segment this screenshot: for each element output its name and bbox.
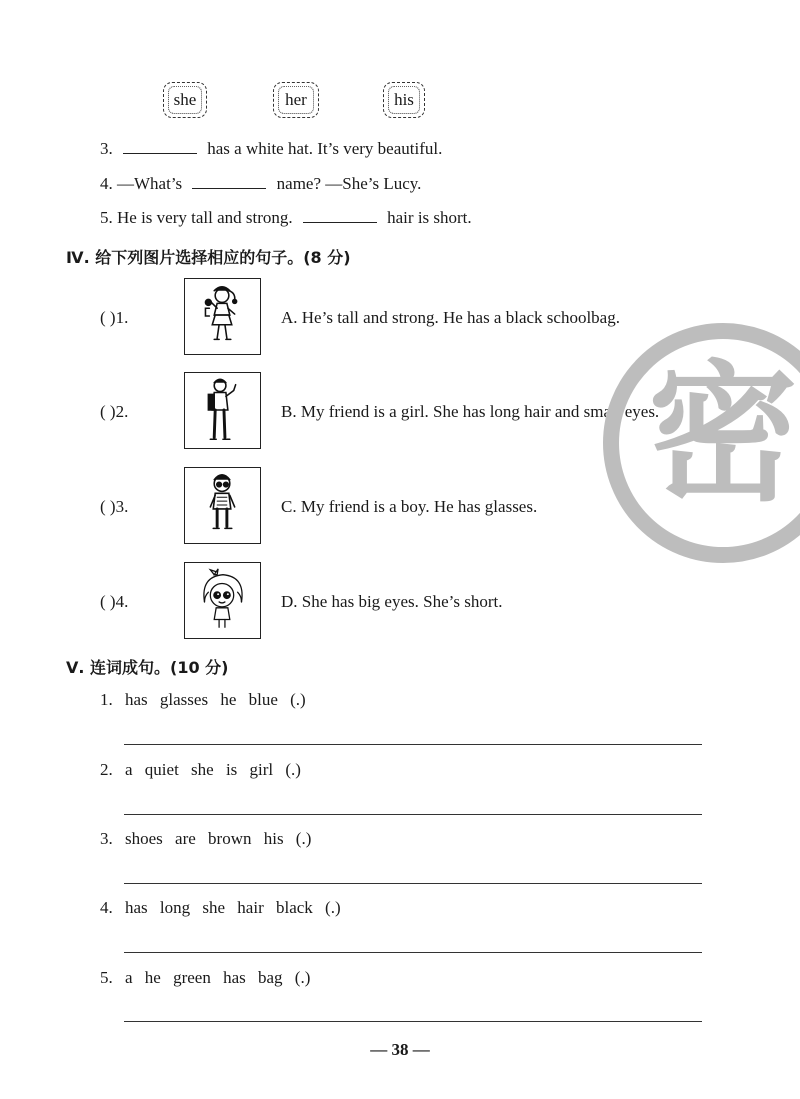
picture-girl-big-eyes [184, 562, 261, 639]
answer-line[interactable] [124, 952, 702, 953]
match-paren-3[interactable]: ( )3. [100, 497, 129, 516]
stamp-character: 密 [647, 348, 799, 522]
unscramble-item-4: 4. has long she hair black (.) [100, 898, 341, 917]
question-text: hair is short. [387, 208, 472, 227]
question-text: —What’s [117, 174, 183, 193]
word-chip-label: she [173, 90, 197, 109]
picture-girl-ponytail [184, 278, 261, 355]
girl-ponytail-illustration [185, 279, 260, 354]
fill-blank-4 [100, 174, 421, 194]
unscramble-item-3: 3. shoes are brown his (.) [100, 829, 312, 848]
answer-blank[interactable] [123, 139, 197, 154]
page-number: — 38 — [370, 1040, 430, 1059]
word-chip-she [163, 82, 207, 118]
unscramble-item-1: 1. has glasses he blue (.) [100, 690, 306, 709]
answer-blank[interactable] [303, 208, 377, 223]
unscramble-item-5: 5. a he green has bag (.) [100, 968, 311, 987]
question-number: 3. [100, 139, 113, 158]
section-5-heading: Ⅴ. 连词成句。(10 分) [66, 658, 229, 677]
word-chip-his [383, 82, 425, 118]
answer-line[interactable] [124, 814, 702, 815]
answer-line[interactable] [124, 883, 702, 884]
girl-big-eyes-illustration [185, 563, 260, 638]
picture-boy-glasses [184, 467, 261, 544]
fill-blank-3 [100, 139, 442, 159]
fill-blank-5 [100, 208, 472, 228]
answer-line[interactable] [124, 1021, 702, 1022]
match-paren-1[interactable]: ( )1. [100, 308, 129, 327]
match-paren-4[interactable]: ( )4. [100, 592, 129, 611]
match-paren-2[interactable]: ( )2. [100, 402, 129, 421]
match-sentence-b: B. My friend is a girl. She has long hair and small eyes. [281, 402, 660, 421]
tall-boy-illustration [185, 373, 260, 448]
picture-tall-boy [184, 372, 261, 449]
question-text: name? —She’s Lucy. [276, 174, 422, 193]
question-number: 4. [100, 174, 113, 193]
answer-line[interactable] [124, 744, 702, 745]
unscramble-item-2: 2. a quiet she is girl (.) [100, 760, 301, 779]
word-chip-her [273, 82, 319, 118]
match-sentence-c: C. My friend is a boy. He has glasses. [281, 497, 538, 516]
word-chip-label: her [285, 90, 307, 109]
word-chip-label: his [394, 90, 414, 109]
question-text: has a white hat. It’s very beautiful. [207, 139, 443, 158]
answer-blank[interactable] [192, 174, 266, 189]
match-sentence-a: A. He’s tall and strong. He has a black schoolbag. [281, 308, 620, 327]
confidential-stamp [598, 318, 800, 568]
boy-glasses-illustration [185, 468, 260, 543]
match-sentence-d: D. She has big eyes. She’s short. [281, 592, 503, 611]
question-number: 5. [100, 208, 113, 227]
question-text: He is very tall and strong. [117, 208, 293, 227]
section-4-heading: Ⅳ. 给下列图片选择相应的句子。(8 分) [66, 248, 351, 267]
